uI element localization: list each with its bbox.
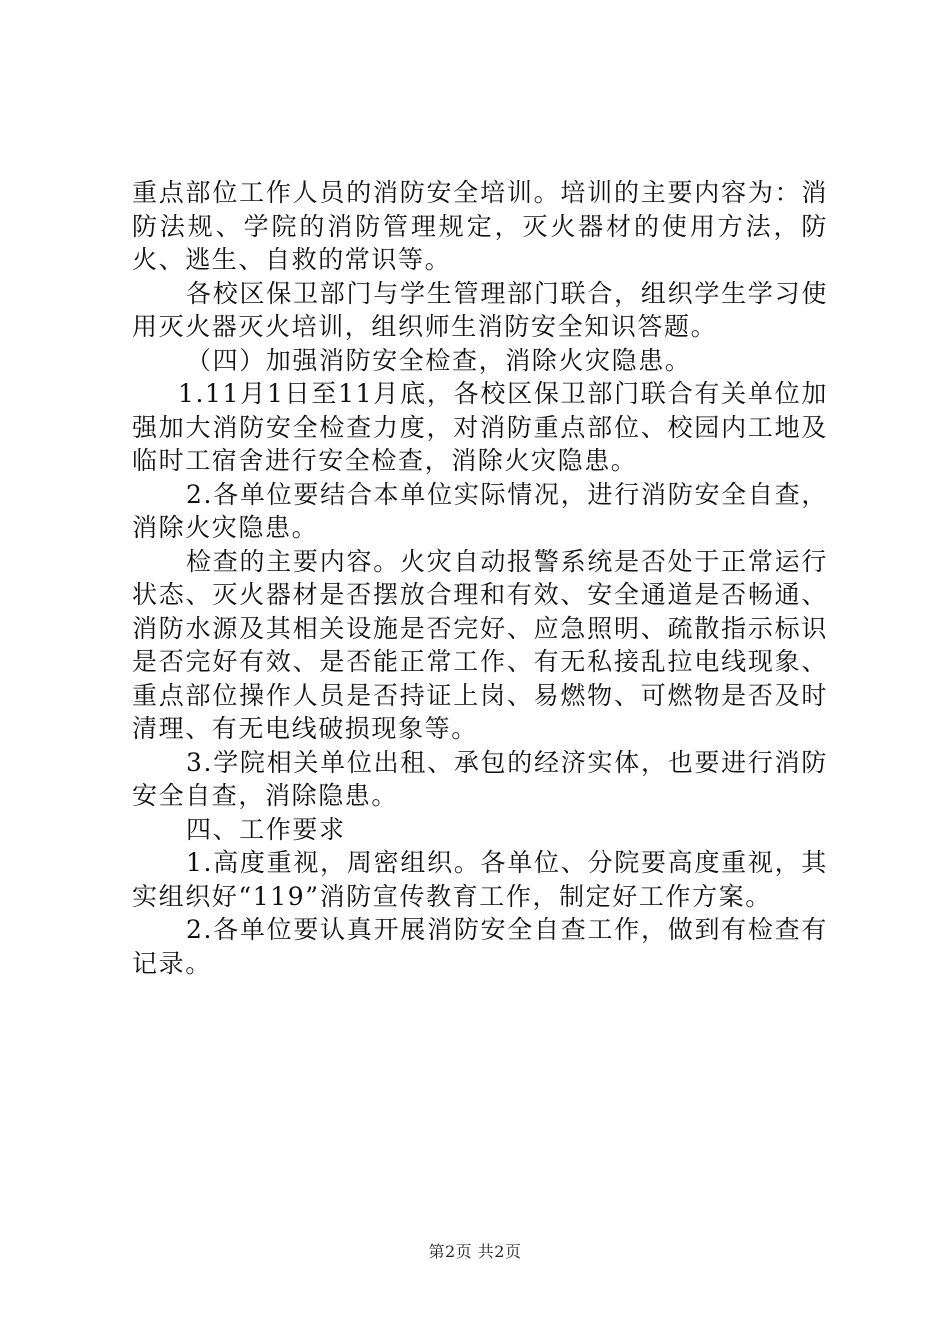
paragraph-inspection-contents: 检查的主要内容。火灾自动报警系统是否处于正常运行状态、灭火器材是否摆放合理和有效、安全通道是否畅通、消防水源及其相关设施是否完好、应急照明、疏散指示标识是否完好有效、是否能正常工作、有无私接乱拉电线现象、重点部位操作人员是否持证上岗、易燃物、可燃物是否及时清理、有无电线破损现象等。 [132, 546, 828, 743]
paragraph-requirement-1: 1.高度重视，周密组织。各单位、分院要高度重视，其实组织好“119”消防宣传教育工作，制定好工作方案。 [132, 848, 828, 911]
page-number: 第2页 共2页 [428, 1242, 522, 1261]
paragraph-item-1-inspection: 1.11月1日至11月底，各校区保卫部门联合有关单位加强加大消防安全检查力度，对消防重点部位、校园内工地及临时工宿舍进行安全检查，消除火灾隐患。 [132, 379, 828, 475]
section-heading-requirements: 四、工作要求 [186, 814, 346, 844]
paragraph-requirement-2: 2.各单位要认真开展消防安全自查工作，做到有检查有记录。 [132, 915, 828, 978]
paragraph-item-2-self-check: 2.各单位要结合本单位实际情况，进行消防安全自查，消除火灾隐患。 [132, 479, 828, 542]
paragraph-training-content: 重点部位工作人员的消防安全培训。培训的主要内容为：消防法规、学院的消防管理规定，灭火器材的使用方法，防火、逃生、自救的常识等。 [132, 178, 828, 274]
page-footer [0, 1242, 950, 1262]
section-heading-inspection: （四）加强消防安全检查，消除火灾隐患。 [186, 345, 692, 375]
paragraph-joint-training: 各校区保卫部门与学生管理部门联合，组织学生学习使用灭火器灭火培训，组织师生消防安全知识答题。 [132, 278, 828, 341]
paragraph-item-3-contractors: 3.学院相关单位出租、承包的经济实体，也要进行消防安全自查，消除隐患。 [132, 747, 828, 810]
document-body [132, 176, 828, 980]
